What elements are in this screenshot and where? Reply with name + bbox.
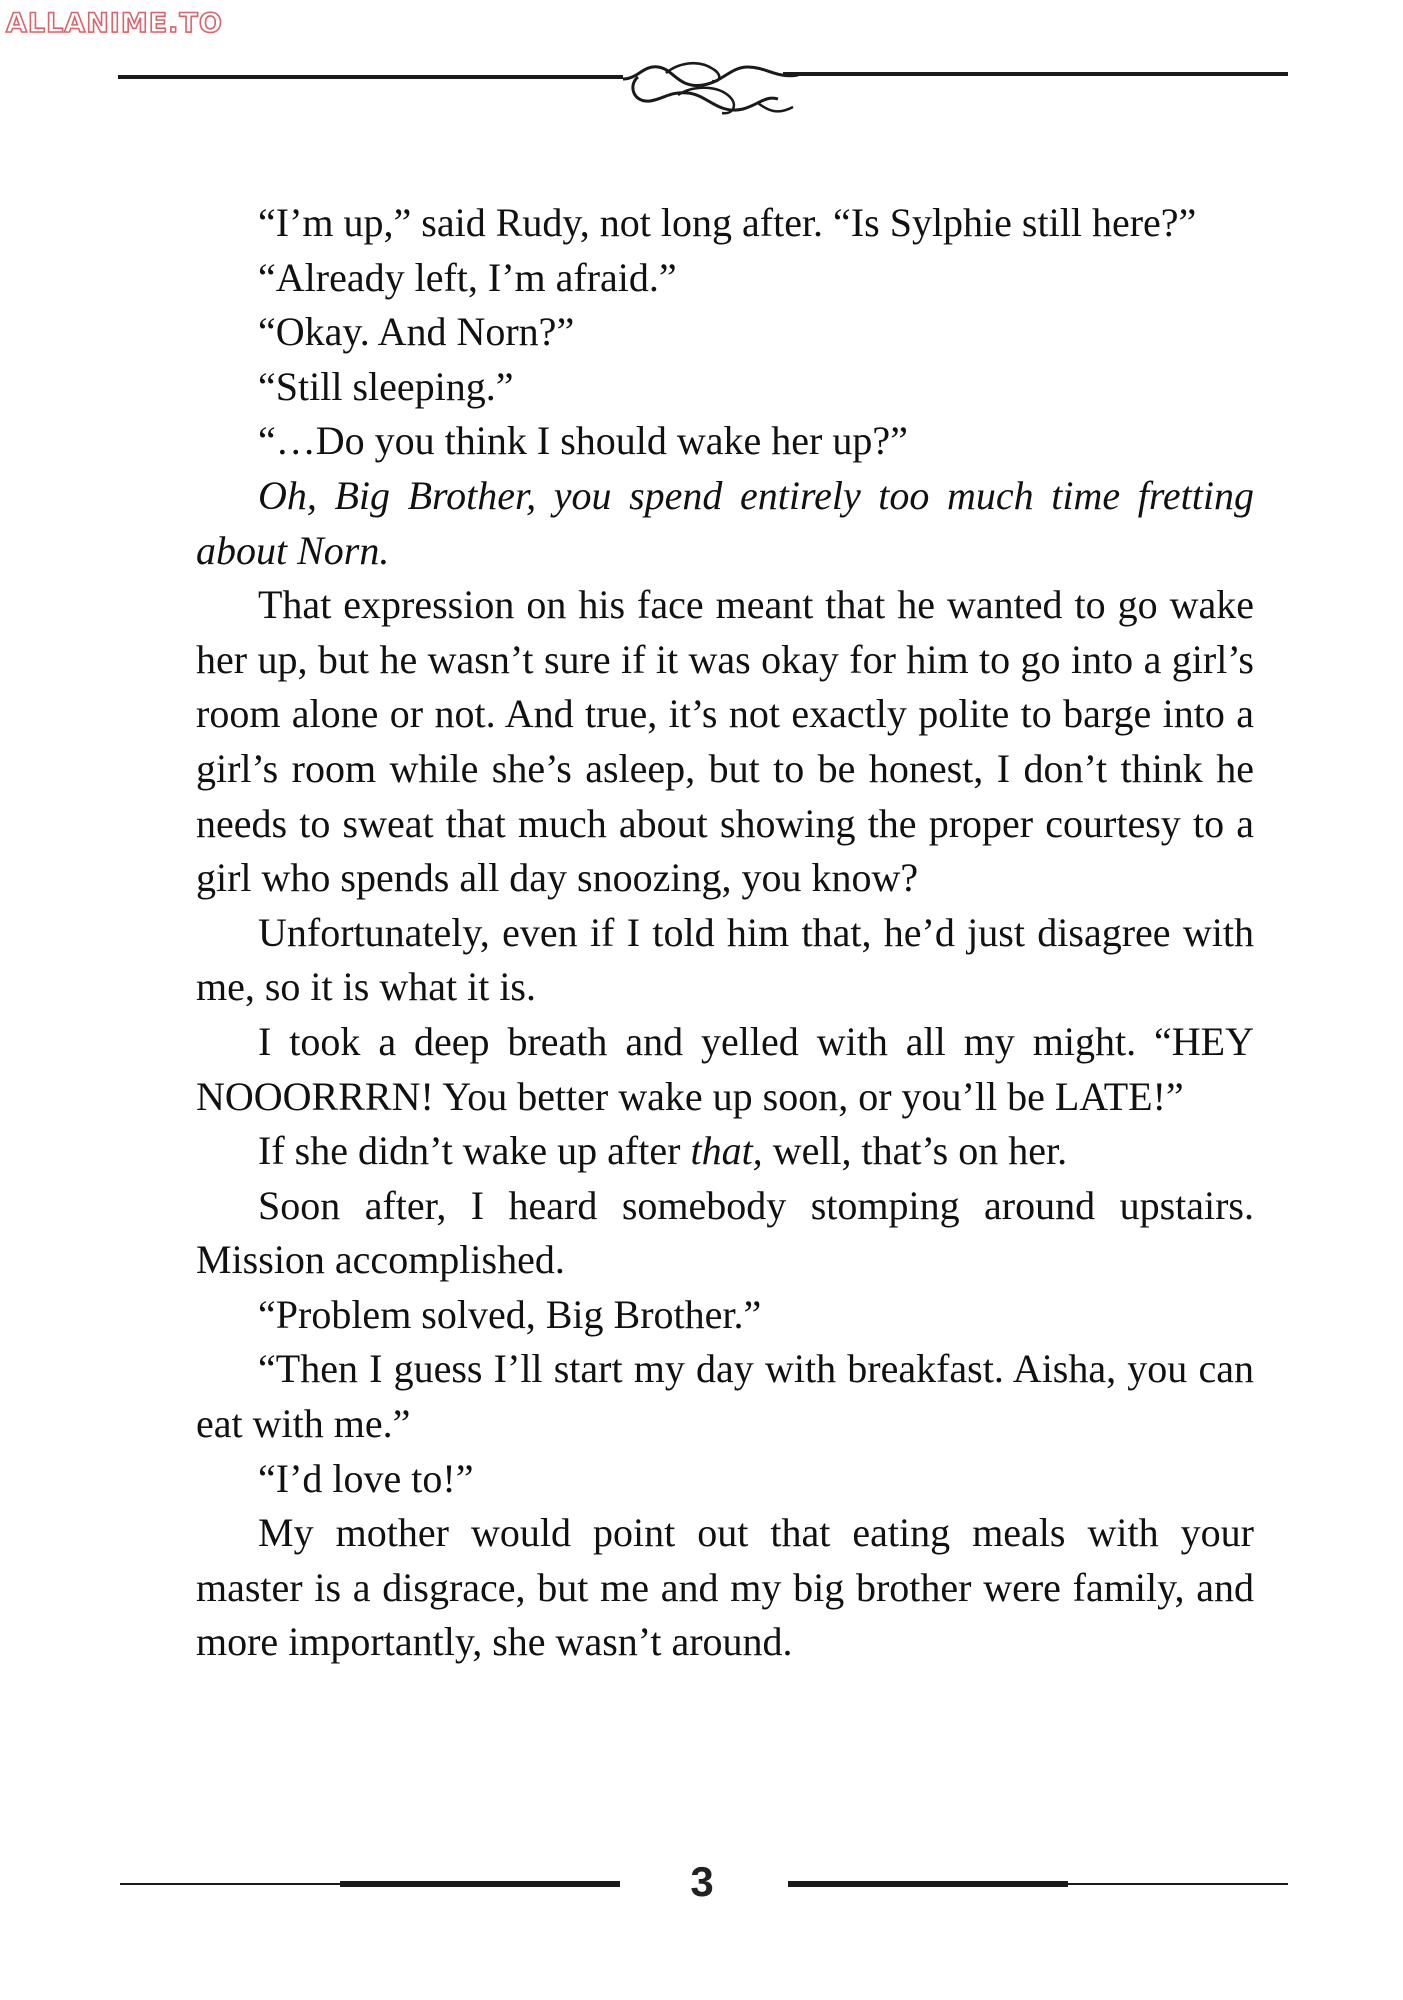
paragraph: “Still sleeping.” <box>258 363 514 409</box>
paragraph: “Okay. And Norn?” <box>258 309 575 355</box>
paragraph <box>196 1124 1254 1179</box>
page-number: 3 <box>690 1858 714 1905</box>
footer-rule-left <box>120 1883 620 1885</box>
watermark-logo: ALLANIME.TO <box>6 8 223 39</box>
text-run: well, that’s on her. <box>762 1128 1068 1174</box>
body-text <box>196 196 1254 1670</box>
paragraph: Unfortunately, even if I told him that, he’d just disagree with me, so it is what it is. <box>196 909 1254 1010</box>
paragraph: “I’d love to!” <box>258 1455 474 1501</box>
emphasis-text: that, <box>690 1128 763 1174</box>
italic-thought: Oh, Big Brother, you spend entirely too much time fretting about Norn. <box>196 472 1254 573</box>
paragraph: I took a deep breath and yelled with all my might. “HEY NOOORRRN! You better wake up soon, or you’ll be LATE!” <box>196 1018 1254 1119</box>
paragraph: “…Do you think I should wake her up?” <box>258 418 908 464</box>
footer-rule-right <box>788 1883 1288 1885</box>
paragraph: “Problem solved, Big Brother.” <box>258 1291 762 1337</box>
paragraph: “I’m up,” said Rudy, not long after. “Is Sylphie still here?” <box>258 200 1197 245</box>
paragraph: Soon after, I heard somebody stomping around upstairs. Mission accomplished. <box>196 1182 1254 1283</box>
paragraph-italic <box>196 469 1254 578</box>
text-run: If she didn’t wake up after <box>258 1128 691 1174</box>
paragraph: My mother would point out that eating meals with your master is a disgrace, but me and my big brother were family, and more importantly, she wasn’t around. <box>196 1510 1254 1665</box>
paragraph: “Already left, I’m afraid.” <box>258 254 677 300</box>
flourish-icon <box>118 55 1288 135</box>
paragraph: “Then I guess I’ll start my day with breakfast. Aisha, you can eat with me.” <box>196 1346 1254 1447</box>
paragraph: That expression on his face meant that he wanted to go wake her up, but he wasn’t sure if it was okay for him to go into a girl’s room alone or not. And true, it’s not exactly polite to barge into a girl’s room while she’s asleep, but to be honest, I don’t think he needs to sweat that much about showing the proper courtesy to a girl who spends all day snoozing, you know? <box>196 582 1254 901</box>
